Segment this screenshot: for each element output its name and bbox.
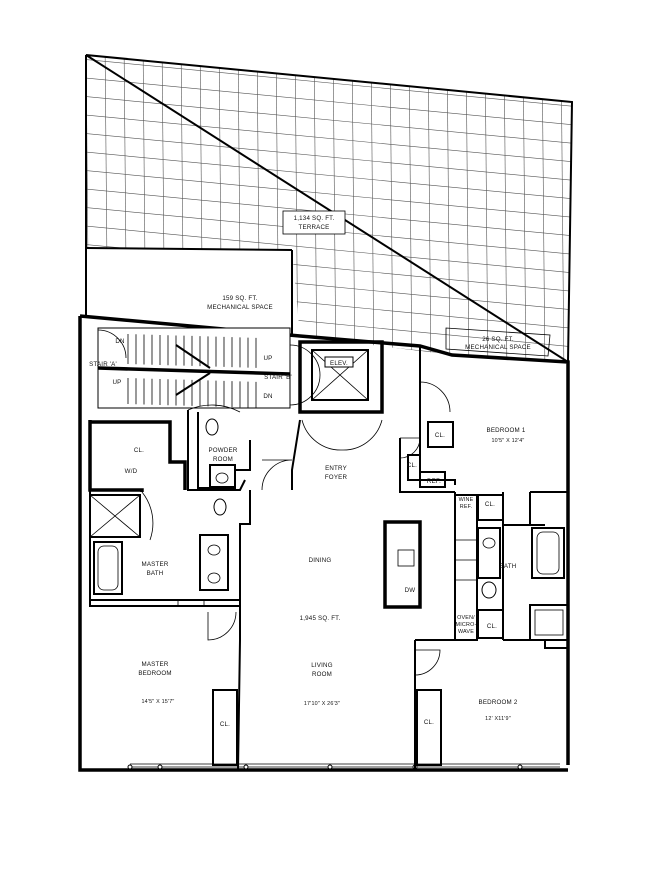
terrace-grid-line [542, 40, 545, 380]
terrace-grid-line [371, 40, 374, 380]
stairs [98, 328, 320, 408]
terrace-area: 1,134 SQ. FT. [293, 215, 335, 222]
terrace-grid-line [390, 40, 393, 380]
terrace-grid-line [80, 263, 580, 311]
main-area-label: 1,945 SQ. FT. [299, 615, 341, 622]
terrace-grid-line [523, 40, 526, 380]
bedroom1-closet: CL. [434, 432, 446, 439]
stair-up-label: UP [112, 379, 122, 386]
wine-ref-label-2: REF. [459, 504, 473, 510]
dw-label: DW [404, 587, 416, 594]
terrace-grid-line [504, 40, 507, 380]
terrace-grid-line [295, 40, 298, 380]
wd-closet-label: CL. [133, 447, 145, 454]
terrace-grid-line [485, 40, 488, 380]
ref-label: REF. [426, 478, 442, 485]
terrace-grid-line [80, 244, 580, 292]
powder-room-label-1: POWDER [208, 447, 238, 454]
elevator-label: ELEV. [330, 360, 348, 367]
master-bedroom-label-2: BEDROOM [138, 670, 172, 677]
oven-label-1: OVEN/ [457, 615, 475, 621]
stair-b-label: STAIR 'B' [264, 374, 292, 381]
living-label-1: LIVING [311, 662, 333, 669]
oven-label-2: MICRO- [455, 622, 477, 628]
living-label-2: ROOM [311, 671, 333, 678]
mech-small-name: MECHANICAL SPACE [465, 344, 531, 351]
master-bedroom-dims: 14'5" X 15'7" [141, 699, 175, 705]
dining-label: DINING [308, 557, 332, 564]
terrace-grid-line [80, 78, 580, 126]
terrace-name: TERRACE [298, 224, 330, 231]
terrace-grid-line [333, 40, 336, 380]
oven-label-3: WAVE [457, 629, 475, 635]
stair-up-label-b: UP [263, 355, 273, 362]
living-dims: 17'10" X 26'3" [303, 701, 341, 707]
mech-small-area: 26 SQ. FT. [482, 336, 514, 343]
bedroom2-name: BEDROOM 2 [478, 699, 518, 706]
bedroom1-closet-2: CL. [406, 462, 418, 469]
stair-down-label-b: DN [263, 393, 273, 400]
bedroom2-dims: 12' X11'9" [485, 716, 511, 722]
terrace-grid-line [352, 40, 355, 380]
master-closet-label: CL. [219, 721, 231, 728]
terrace-grid-line [314, 40, 317, 380]
stair-down-label: DN [115, 338, 125, 345]
bedroom1-dims: 10'5" X 12'4" [491, 438, 525, 444]
terrace-grid-line [428, 40, 431, 380]
wd-label: W/D [124, 468, 138, 475]
master-bath-label-1: MASTER [141, 561, 169, 568]
bedroom1-name: BEDROOM 1 [486, 427, 526, 434]
mech-main-name: MECHANICAL SPACE [207, 304, 273, 311]
master-bedroom-label-1: MASTER [141, 661, 169, 668]
bath-label: BATH [499, 563, 517, 570]
stair-a-label: STAIR 'A' [89, 361, 117, 368]
master-bath-label-2: BATH [146, 570, 164, 577]
wine-ref-label-1: WINE [458, 497, 474, 503]
mech-main-area: 159 SQ. FT. [222, 295, 258, 302]
entry-label-1: ENTRY [325, 465, 347, 472]
bath-closet-label-2: CL. [486, 623, 498, 630]
bedroom2-closet-label: CL. [423, 719, 435, 726]
elevator [300, 342, 382, 450]
terrace-grid-line [561, 40, 564, 380]
entry-label-2: FOYER [324, 474, 348, 481]
bath-closet-label: CL. [484, 501, 496, 508]
powder-room-label-2: ROOM [212, 456, 234, 463]
